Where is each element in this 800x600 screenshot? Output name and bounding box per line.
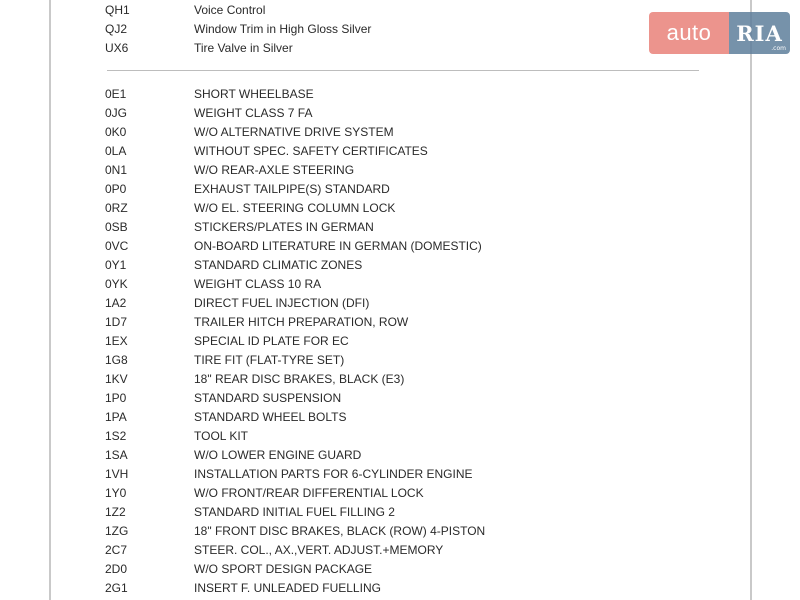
option-code: 1A2 [105,295,127,310]
option-code: 0SB [105,219,128,234]
top-options-list [105,0,705,57]
option-code: 0P0 [105,181,127,196]
option-code: 0VC [105,238,129,253]
option-description: EXHAUST TAILPIPE(S) STANDARD [194,181,390,196]
standard-options-list [105,84,705,597]
option-code: 0E1 [105,86,127,101]
option-description: Tire Valve in Silver [194,40,293,55]
option-row [105,464,705,483]
watermark-auto-text: auto [649,12,729,54]
option-description: SPECIAL ID PLATE FOR EC [194,333,349,348]
option-description: STANDARD SUSPENSION [194,390,342,405]
page-border-left [49,0,51,600]
option-code: 1P0 [105,390,127,405]
option-description: ON-BOARD LITERATURE IN GERMAN (DOMESTIC) [194,238,482,253]
option-row [105,38,705,57]
option-row [105,274,705,293]
option-description: STANDARD CLIMATIC ZONES [194,257,363,272]
option-description: W/O REAR-AXLE STEERING [194,162,355,177]
option-description: STEER. COL., AX.,VERT. ADJUST.+MEMORY [194,542,444,557]
option-row [105,502,705,521]
option-code: 0LA [105,143,127,158]
option-row [105,388,705,407]
option-row [105,217,705,236]
option-row [105,445,705,464]
option-description: INSTALLATION PARTS FOR 6-CYLINDER ENGINE [194,466,473,481]
option-row [105,0,705,19]
option-row [105,578,705,597]
option-description: 18" REAR DISC BRAKES, BLACK (E3) [194,371,405,386]
option-description: WEIGHT CLASS 7 FA [194,105,313,120]
option-code: UX6 [105,40,129,55]
option-row [105,312,705,331]
option-code: 1PA [105,409,127,424]
option-code: 1Y0 [105,485,127,500]
option-description: W/O EL. STEERING COLUMN LOCK [194,200,396,215]
option-code: QH1 [105,2,130,17]
option-row [105,236,705,255]
option-description: W/O LOWER ENGINE GUARD [194,447,362,462]
option-code: 1G8 [105,352,128,367]
option-row [105,255,705,274]
option-description: STICKERS/PLATES IN GERMAN [194,219,374,234]
option-row [105,84,705,103]
option-row [105,293,705,312]
option-description: STANDARD INITIAL FUEL FILLING 2 [194,504,395,519]
page-border-right [750,0,752,600]
option-code: 1EX [105,333,128,348]
option-row [105,19,705,38]
option-row [105,521,705,540]
option-code: 0Y1 [105,257,127,272]
option-code: 2C7 [105,542,128,557]
option-row [105,179,705,198]
option-row [105,160,705,179]
option-description: INSERT F. UNLEADED FUELLING [194,580,381,595]
option-description: TRAILER HITCH PREPARATION, ROW [194,314,409,329]
option-description: W/O FRONT/REAR DIFFERENTIAL LOCK [194,485,424,500]
option-description: W/O SPORT DESIGN PACKAGE [194,561,373,576]
option-row [105,426,705,445]
option-description: STANDARD WHEEL BOLTS [194,409,347,424]
option-description: Voice Control [194,2,266,17]
option-description: WEIGHT CLASS 10 RA [194,276,322,291]
option-description: TOOL KIT [194,428,249,443]
option-row [105,350,705,369]
option-code: 1S2 [105,428,127,443]
option-description: W/O ALTERNATIVE DRIVE SYSTEM [194,124,394,139]
option-description: Window Trim in High Gloss Silver [194,21,372,36]
watermark-ria-text: RIA [736,20,783,46]
option-code: 1KV [105,371,128,386]
auto-ria-watermark [649,12,790,54]
option-row [105,559,705,578]
option-row [105,103,705,122]
option-code: 2G1 [105,580,128,595]
option-code: 1SA [105,447,128,462]
watermark-ria-logo [729,12,790,54]
option-code: 1Z2 [105,504,126,519]
option-row [105,198,705,217]
option-description: 18" FRONT DISC BRAKES, BLACK (ROW) 4-PISTON [194,523,486,538]
option-row [105,141,705,160]
option-code: 1ZG [105,523,129,538]
option-row [105,122,705,141]
option-code: QJ2 [105,21,128,36]
option-code: 1VH [105,466,129,481]
option-row [105,483,705,502]
option-code: 2D0 [105,561,128,576]
option-code: 1D7 [105,314,128,329]
option-code: 0JG [105,105,128,120]
option-description: SHORT WHEELBASE [194,86,314,101]
option-code: 0K0 [105,124,127,139]
option-row [105,540,705,559]
option-description: WITHOUT SPEC. SAFETY CERTIFICATES [194,143,428,158]
section-divider [107,70,699,71]
option-code: 0RZ [105,200,128,215]
option-description: TIRE FIT (FLAT-TYRE SET) [194,352,345,367]
option-description: DIRECT FUEL INJECTION (DFI) [194,295,370,310]
option-code: 0YK [105,276,128,291]
option-code: 0N1 [105,162,128,177]
option-row [105,369,705,388]
option-row [105,407,705,426]
watermark-com-text: .com [771,45,786,52]
option-row [105,331,705,350]
